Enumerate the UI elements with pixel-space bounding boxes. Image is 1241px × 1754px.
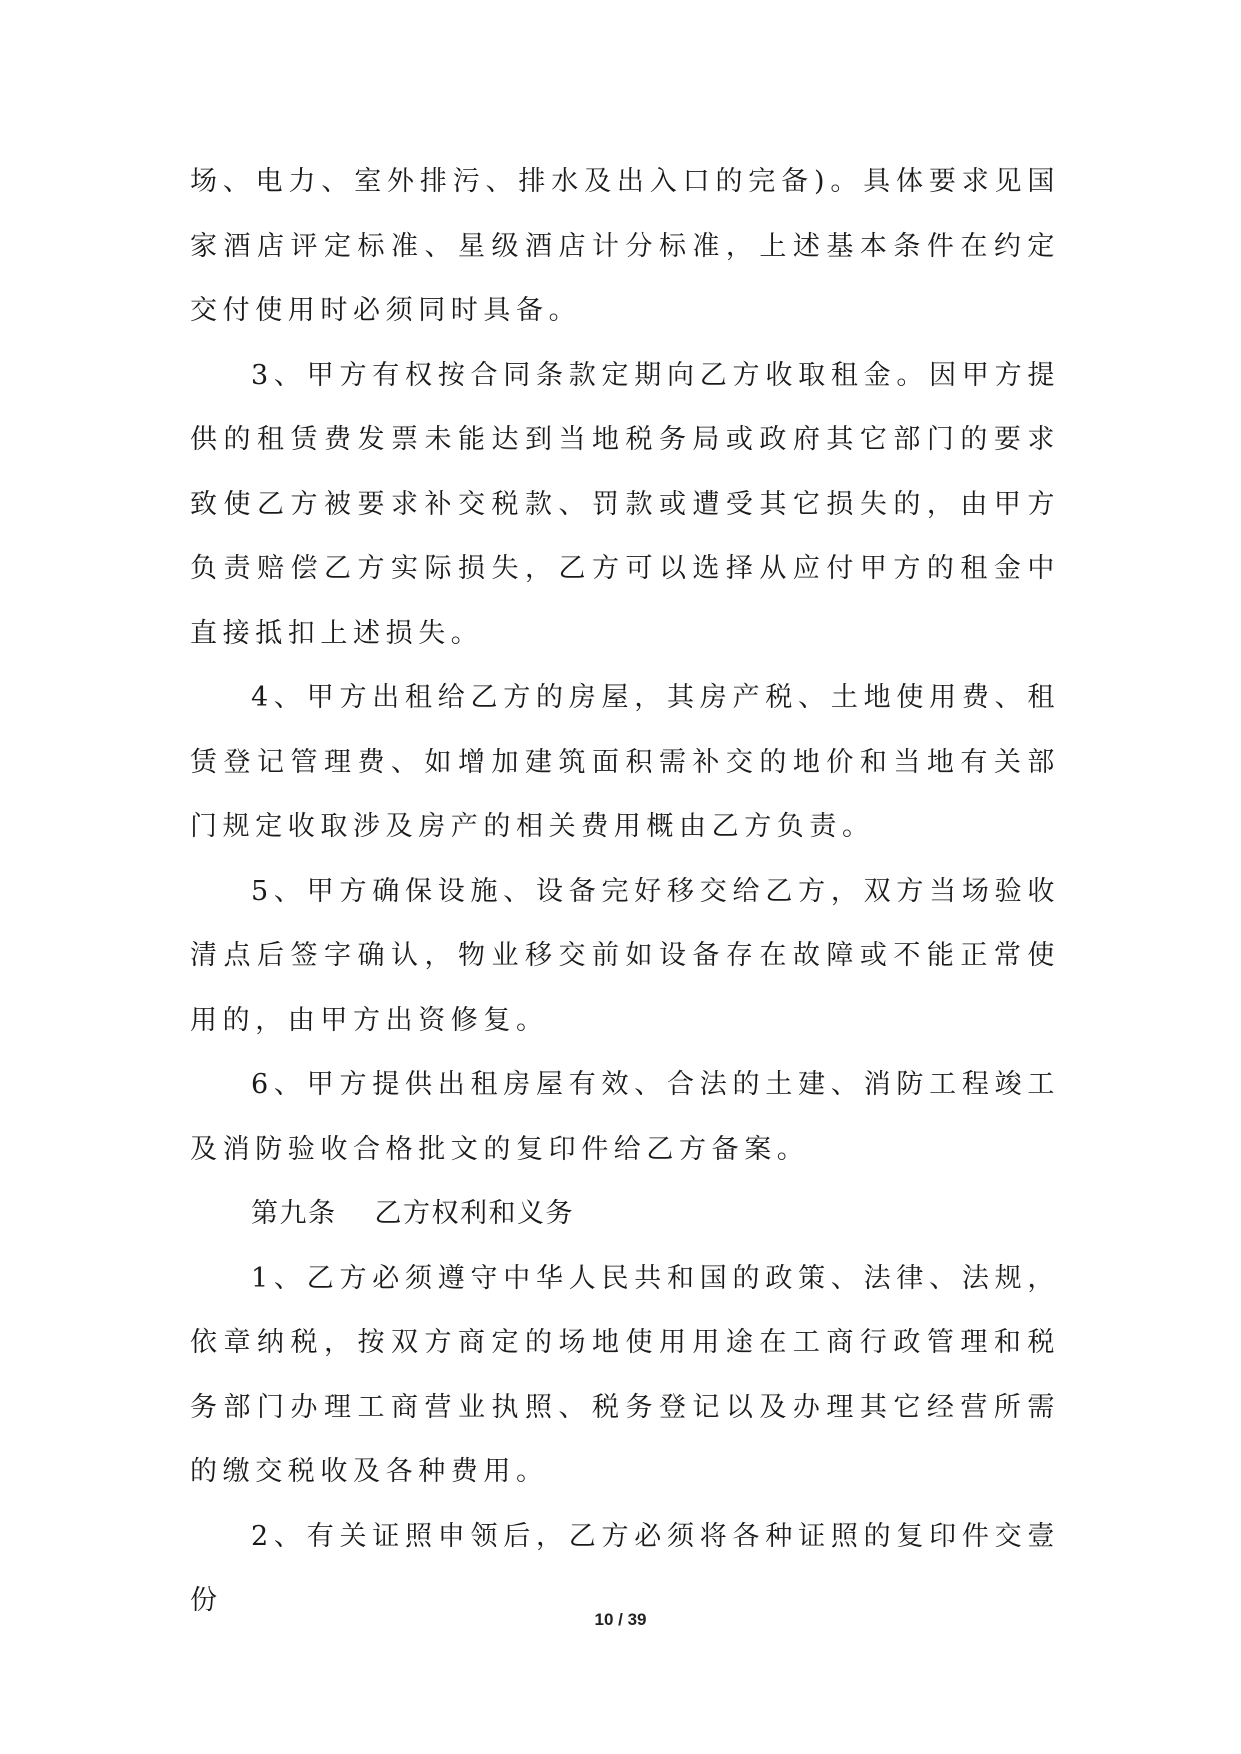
- paragraph-clause-3: 3、甲方有权按合同条款定期向乙方收取租金。因甲方提供的租赁费发票未能达到当地税务局或政府其它部门的要求致使乙方被要求补交税款、罚款或遭受其它损失的，由甲方负责赔偿乙方实际损失，乙方可以选择从应付甲方的租金中直接抵扣上述损失。: [190, 359, 1060, 649]
- paragraph-party-b-clause-2: 2、有关证照申领后，乙方必须将各种证照的复印件交壹份: [190, 1520, 1060, 1616]
- page-number: 10 / 39: [594, 1610, 647, 1629]
- article-heading: [190, 1182, 1060, 1247]
- document-body: [190, 150, 1060, 1634]
- article-number: 第九条: [251, 1198, 337, 1229]
- paragraph-party-b-clause-1: 1、乙方必须遵守中华人民共和国的政策、法律、法规，依章纳税，按双方商定的场地使用用途在工商行政管理和税务部门办理工商营业执照、税务登记以及办理其它经营所需的缴交税收及各种费用。: [190, 1262, 1060, 1487]
- paragraph-continued: 场、电力、室外排污、排水及出入口的完备)。具体要求见国家酒店评定标准、星级酒店计分标准，上述基本条件在约定交付使用时必须同时具备。: [190, 166, 1060, 326]
- paragraph-clause-4: 4、甲方出租给乙方的房屋，其房产税、土地使用费、租赁登记管理费、如增加建筑面积需补交的地价和当地有关部门规定收取涉及房产的相关费用概由乙方负责。: [190, 682, 1060, 842]
- paragraph-clause-5: 5、甲方确保设施、设备完好移交给乙方，双方当场验收清点后签字确认，物业移交前如设备存在故障或不能正常使用的，由甲方出资修复。: [190, 875, 1060, 1036]
- article-title: 乙方权利和义务: [374, 1198, 574, 1229]
- paragraph-clause-6: 6、甲方提供出租房屋有效、合法的土建、消防工程竣工及消防验收合格批文的复印件给乙方备案。: [190, 1069, 1060, 1165]
